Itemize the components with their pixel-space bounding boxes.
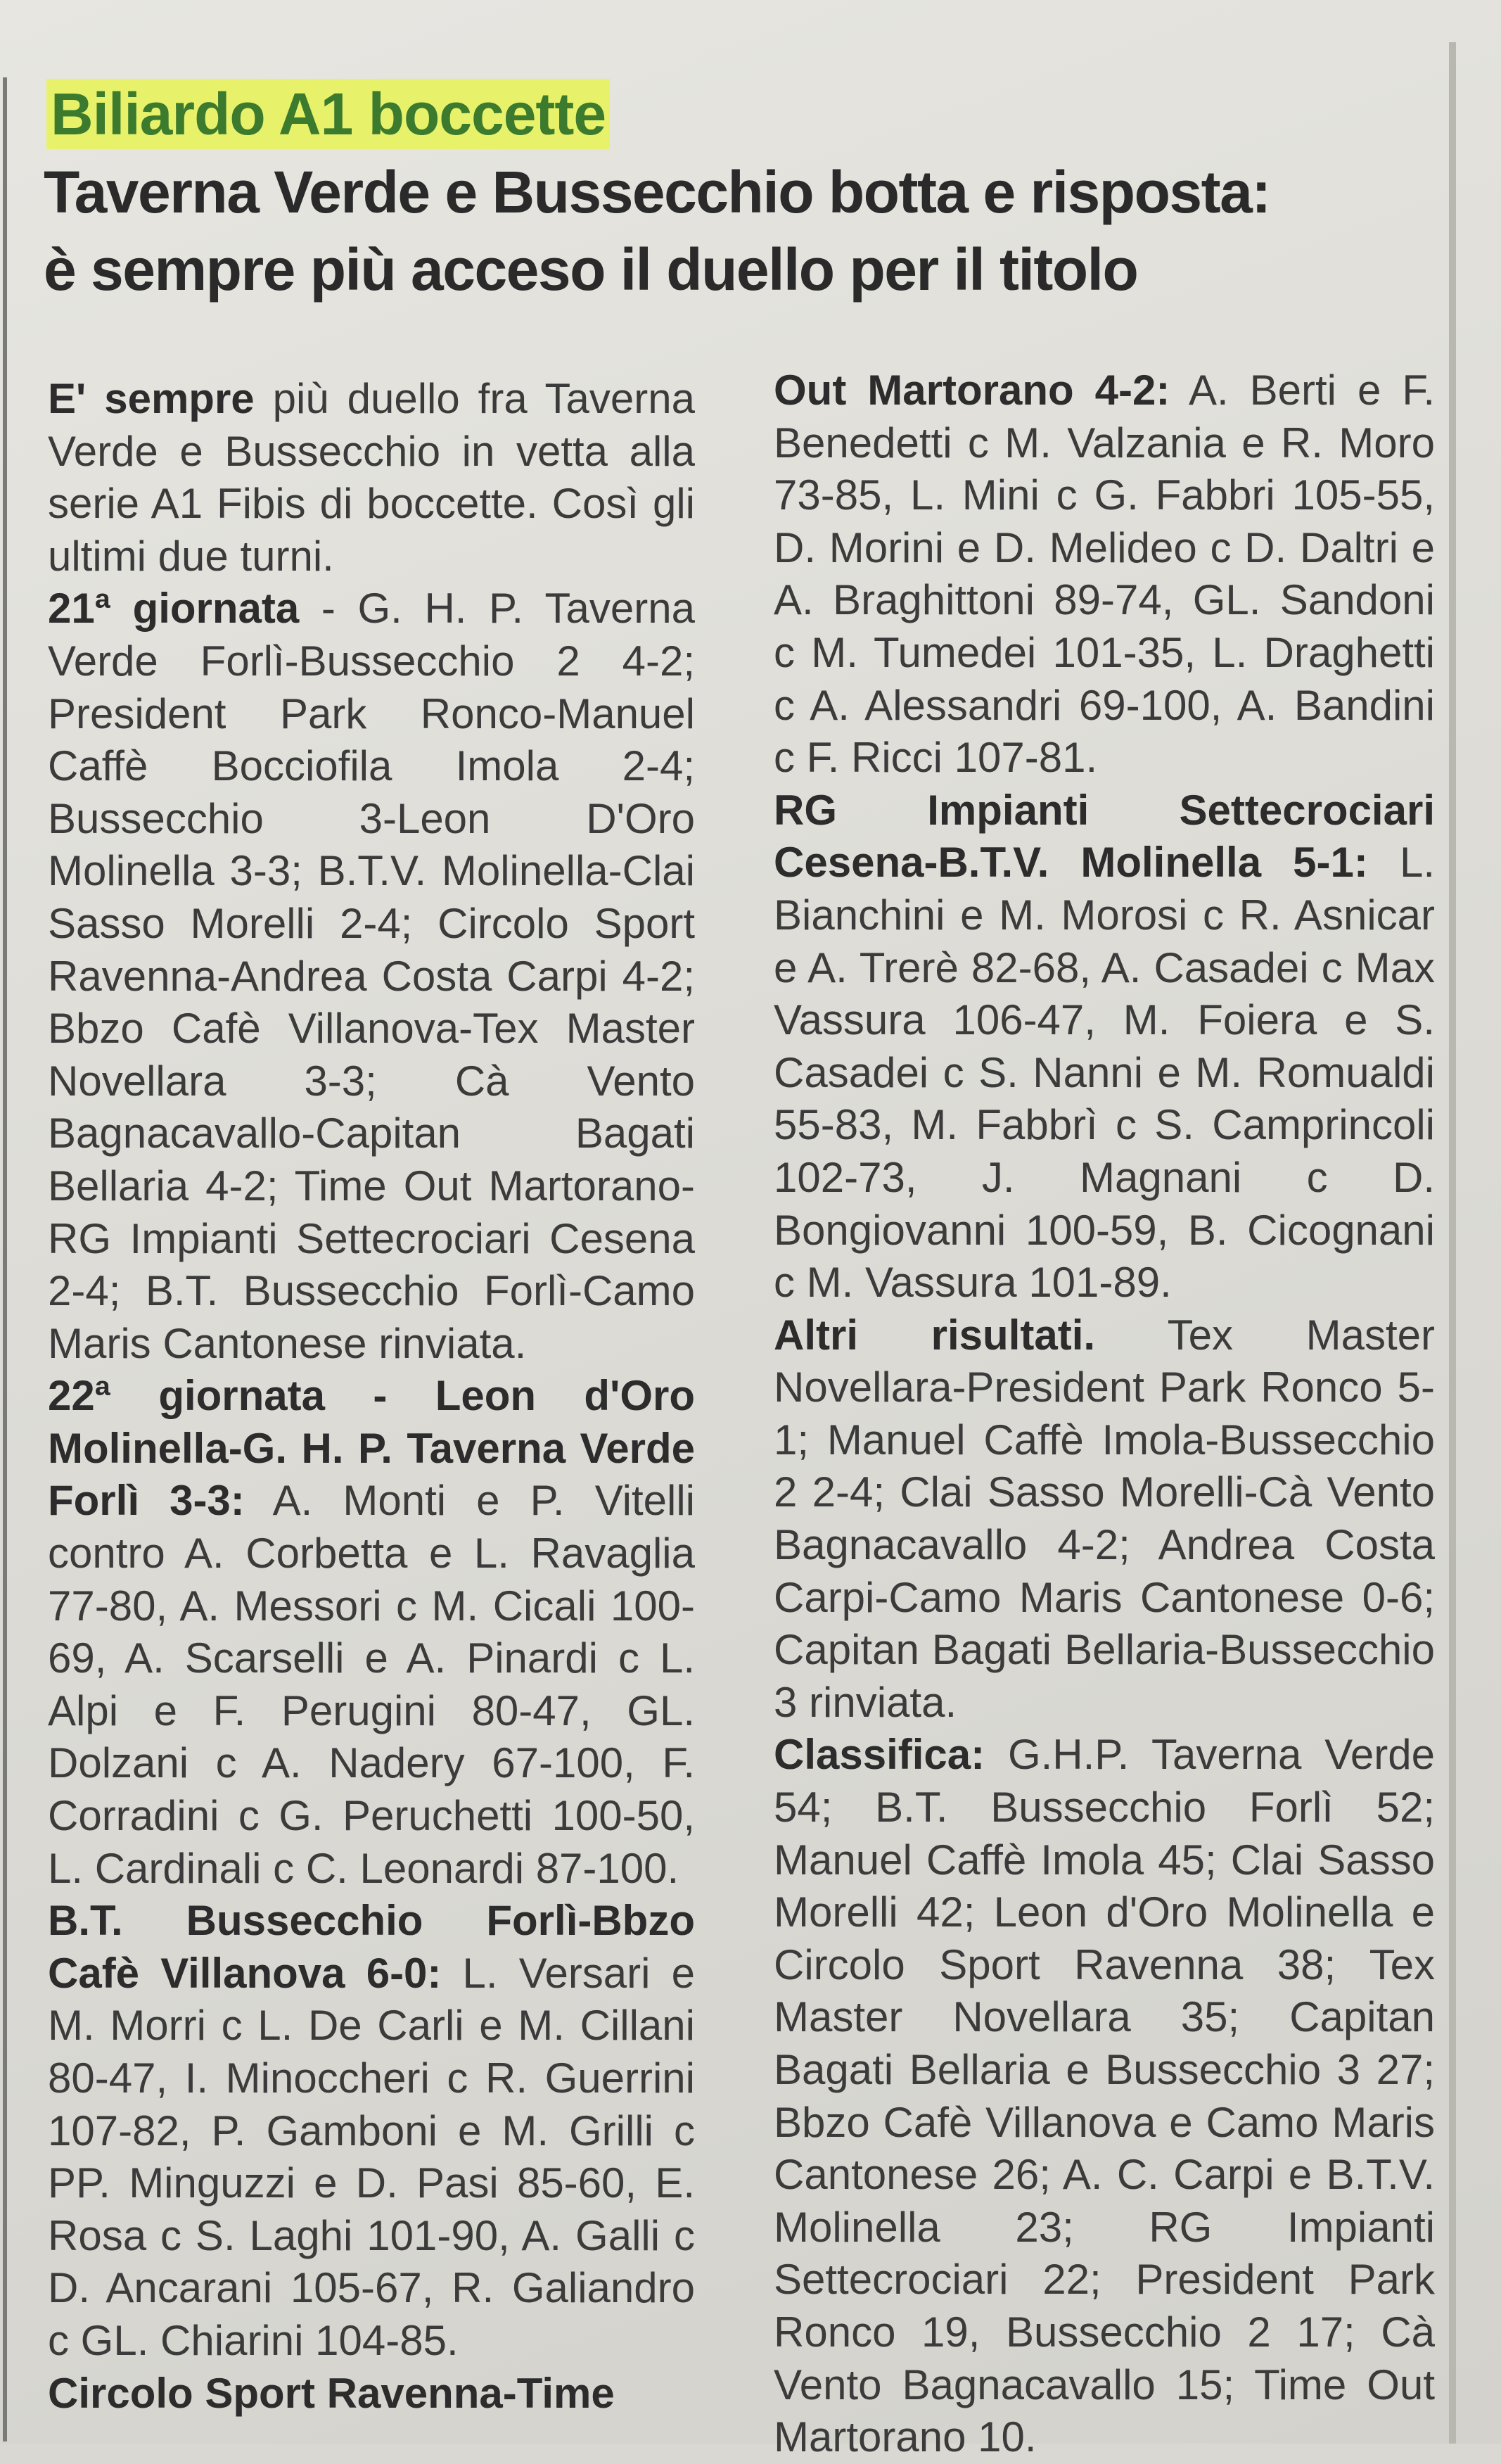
headline-line-2: è sempre più acceso il duello per il titolo (44, 236, 1138, 303)
lead-text: Classifica: (774, 1731, 985, 1779)
paragraph-intro (48, 373, 695, 583)
body-text: A. Monti e P. Vitelli contro A. Corbetta e L. Ravaglia 77-80, A. Messori c M. Cicali 100-69, A. Scarselli e A. Pinardi c L. Alpi e F. Perugini 80-47, GL. Dolzani c A. Nadery 67-100, F. Corradini c G. Peruchetti 100-50, L. Cardinali c C. Leonardi 87-100. (48, 1477, 695, 1892)
lead-text: 22ª giornata - Leon d'Oro Molinella-G. H. P. Taverna Verde Forlì 3-3: (48, 1372, 695, 1525)
column-rule-right (1449, 42, 1456, 2444)
body-text: Tex Master Novellara-President Park Ronco 5-1; Manuel Caffè Imola-Bussecchio 2 2-4; Clai Sasso Morelli-Cà Vento Bagnacavallo 4-2; Andrea Costa Carpi-Camo Maris Cantonese 0-6; Capitan Bagati Bellaria-Bussecchio 3 rinviata. (774, 1311, 1435, 1726)
section-kicker: Biliardo A1 boccette (46, 79, 610, 149)
paragraph-circolo-time (48, 2368, 695, 2420)
body-text: G.H.P. Taverna Verde 54; B.T. Bussecchio Forlì 52; Manuel Caffè Imola 45; Clai Sasso Morelli 42; Leon d'Oro Molinella e Circolo Sport Ravenna 38; Tex Master Novellara 35; Capitan Bagati Bellaria e Bussecchio 3 27; Bbzo Cafè Villanova e Camo Maris Cantonese 26; A. C. Carpi e B.T.V. Molinella 23; RG Impianti Settecrociari 22; President Park Ronco 19, Bussecchio 2 17; Cà Vento Bagnacavallo 15; Time Out Martorano 10. (774, 1731, 1435, 2461)
body-text: - G. H. P. Taverna Verde Forlì-Bussecchio 2 4-2; President Park Ronco-Manuel Caffè Bocciofila Imola 2-4; Bussecchio 3-Leon D'Oro Molinella 3-3; B.T.V. Molinella-Clai Sasso Morelli 2-4; Circolo Sport Ravenna-Andrea Costa Carpi 4-2; Bbzo Cafè Villanova-Tex Master Novellara 3-3; Cà Vento Bagnacavallo-Capitan Bagati Bellaria 4-2; Time Out Martorano-RG Impianti Settecrociari Cesena 2-4; B.T. Bussecchio Forlì-Camo Maris Cantonese rinviata. (48, 585, 696, 1367)
headline-line-1: Taverna Verde e Bussecchio botta e risposta: (44, 159, 1270, 225)
article-headline (44, 153, 1422, 308)
article-column-2 (774, 364, 1435, 2464)
column-rule-left (3, 77, 7, 2441)
paragraph-standings (774, 1729, 1435, 2463)
lead-text: Out Martorano 4-2: (774, 367, 1170, 414)
body-text: L. Bianchini e M. Morosi c R. Asnicar e A. Trerè 82-68, A. Casadei c Max Vassura 106-47, M. Foiera e S. Casadei c S. Nanni e M. Romualdi 55-83, M. Fabbrì c S. Camprincoli 102-73, J. Magnani c D. Bongiovanni 100-59, B. Cicognani c M. Vassura 101-89. (774, 839, 1436, 1307)
lead-text: E' sempre (48, 375, 255, 422)
paragraph-other-results (774, 1309, 1435, 1729)
paragraph-round-21 (48, 583, 695, 1370)
paragraph-bussecchio-bbzo (48, 1895, 695, 2367)
lead-text: 21ª giornata (48, 585, 300, 633)
body-text: L. Versari e M. Morri c L. De Carli e M. Cillani 80-47, I. Minoccheri c R. Guerrini 107-82, P. Gamboni e M. Grilli c PP. Minguzzi e D. Pasi 85-60, E. Rosa c S. Laghi 101-90, A. Galli c D. Ancarani 105-67, R. Galiandro c GL. Chiarini 104-85. (48, 1949, 695, 2364)
lead-text: RG Impianti Settecrociari Cesena-B.T.V. Molinella 5-1: (774, 786, 1435, 887)
body-text: A. Berti e F. Benedetti c M. Valzania e R. Moro 73-85, L. Mini c G. Fabbri 105-55, D. Morini e D. Melideo c D. Daltri e A. Braghittoni 89-74, GL. Sandoni c M. Tumedei 101-35, L. Draghetti c A. Alessandri 69-100, A. Bandini c F. Ricci 107-81. (774, 367, 1435, 782)
lead-text: Altri risultati. (774, 1311, 1096, 1359)
body-text: più duello fra Taverna Verde e Bussecchio in vetta alla serie A1 Fibis di boccette. Così gli ultimi due turni. (48, 375, 696, 580)
lead-text: Circolo Sport Ravenna-Time (48, 2369, 615, 2417)
paragraph-rg-impianti (774, 785, 1435, 1309)
paragraph-round-22 (48, 1370, 695, 1895)
article-column-1 (48, 373, 695, 2420)
paragraph-time-out (774, 364, 1435, 785)
lead-text: B.T. Bussecchio Forlì-Bbzo Cafè Villanova 6-0: (48, 1897, 695, 1997)
